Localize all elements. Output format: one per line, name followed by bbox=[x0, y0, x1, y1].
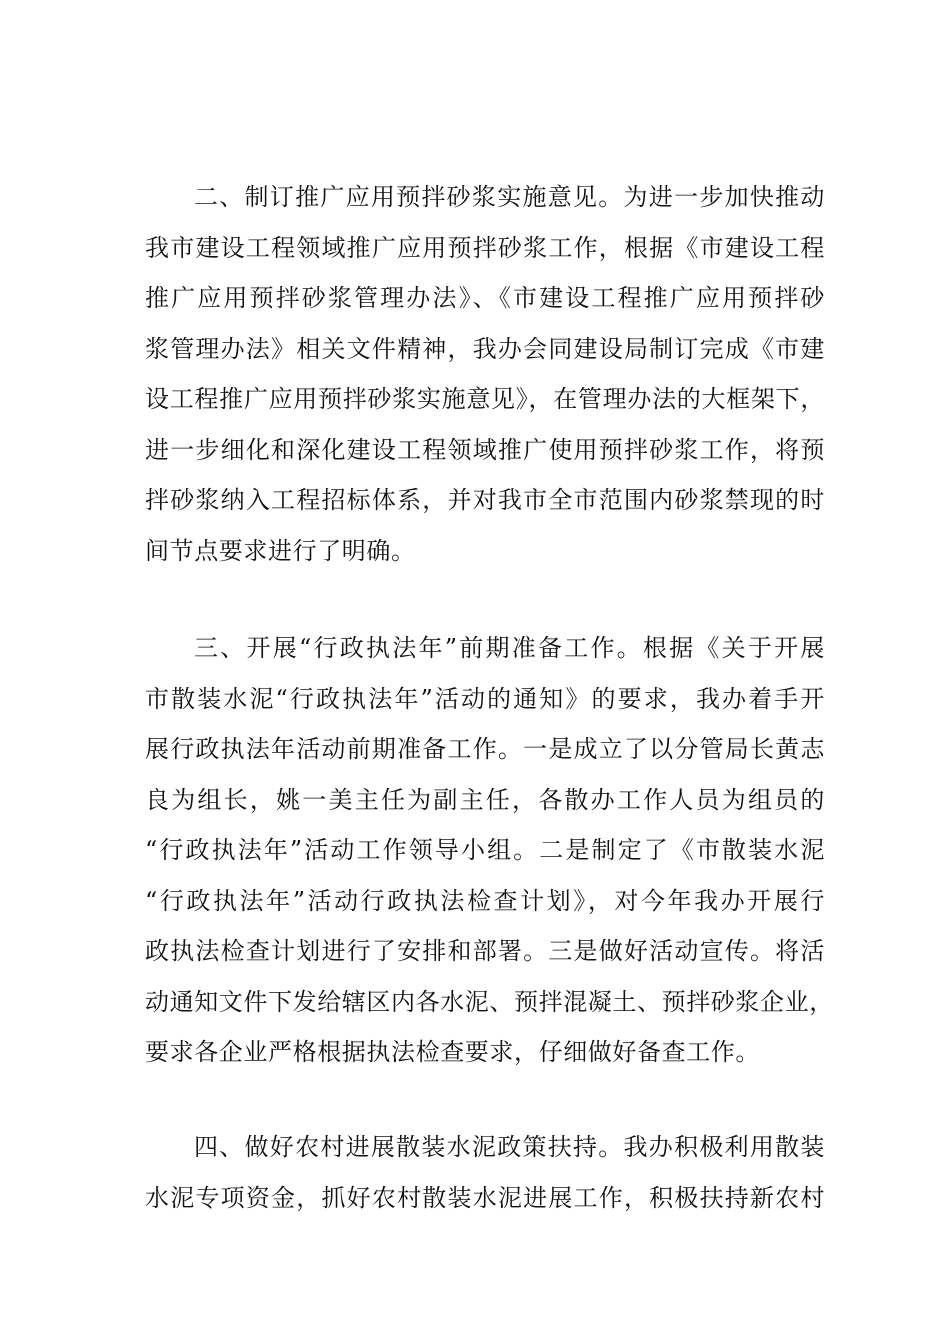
text-line: 我市建设工程领域推广应用预拌砂浆工作，根据《市建设工程 bbox=[145, 233, 825, 262]
paragraph-section-3 bbox=[145, 623, 834, 1078]
text-line: 间节点要求进行了明确。 bbox=[145, 536, 416, 565]
text-line: 推广应用预拌砂浆管理办法》、《市建设工程推广应用预拌砂 bbox=[145, 284, 825, 312]
text-line: “行政执法年”活动行政执法检查计划》，对今年我办开展行 bbox=[145, 886, 825, 915]
text-line: 要求各企业严格根据执法检查要求，仔细做好备查工作。 bbox=[145, 1038, 760, 1066]
text-line: 进一步细化和深化建设工程领域推广使用预拌砂浆工作，将预 bbox=[145, 435, 825, 464]
text-line: 四、做好农村进展散装水泥政策扶持。我办积极利用散装 bbox=[194, 1133, 825, 1161]
text-line: 拌砂浆纳入工程招标体系，并对我市全市范围内砂浆禁现的时 bbox=[145, 486, 825, 514]
text-line: 水泥专项资金，抓好农村散装水泥进展工作，积极扶持新农村 bbox=[145, 1183, 825, 1212]
text-line: 政执法检查计划进行了安排和部署。三是做好活动宣传。将活 bbox=[145, 937, 825, 965]
text-line: 市散装水泥“行政执法年”活动的通知》的要求，我办着手开 bbox=[145, 684, 825, 713]
text-line: 设工程推广应用预拌砂浆实施意见》，在管理办法的大框架下， bbox=[145, 385, 825, 413]
text-line: 动通知文件下发给辖区内各水泥、预拌混凝土、预拌砂浆企业， bbox=[145, 987, 834, 1016]
text-line: 浆管理办法》相关文件精神，我办会同建设局制订完成《市建 bbox=[145, 334, 825, 363]
text-line: 三、开展“行政执法年”前期准备工作。根据《关于开展 bbox=[194, 634, 825, 662]
paragraph-section-4 bbox=[145, 1122, 825, 1223]
text-line: “行政执法年”活动工作领导小组。二是制定了《市散装水泥 bbox=[145, 836, 825, 864]
text-line: 二、制订推广应用预拌砂浆实施意见。为进一步加快推动 bbox=[194, 183, 825, 211]
paragraph-section-2 bbox=[145, 172, 825, 576]
text-line: 展行政执法年活动前期准备工作。一是成立了以分管局长黄志 bbox=[145, 735, 825, 763]
text-line: 良为组长，姚一美主任为副主任，各散办工作人员为组员的 bbox=[145, 785, 825, 814]
